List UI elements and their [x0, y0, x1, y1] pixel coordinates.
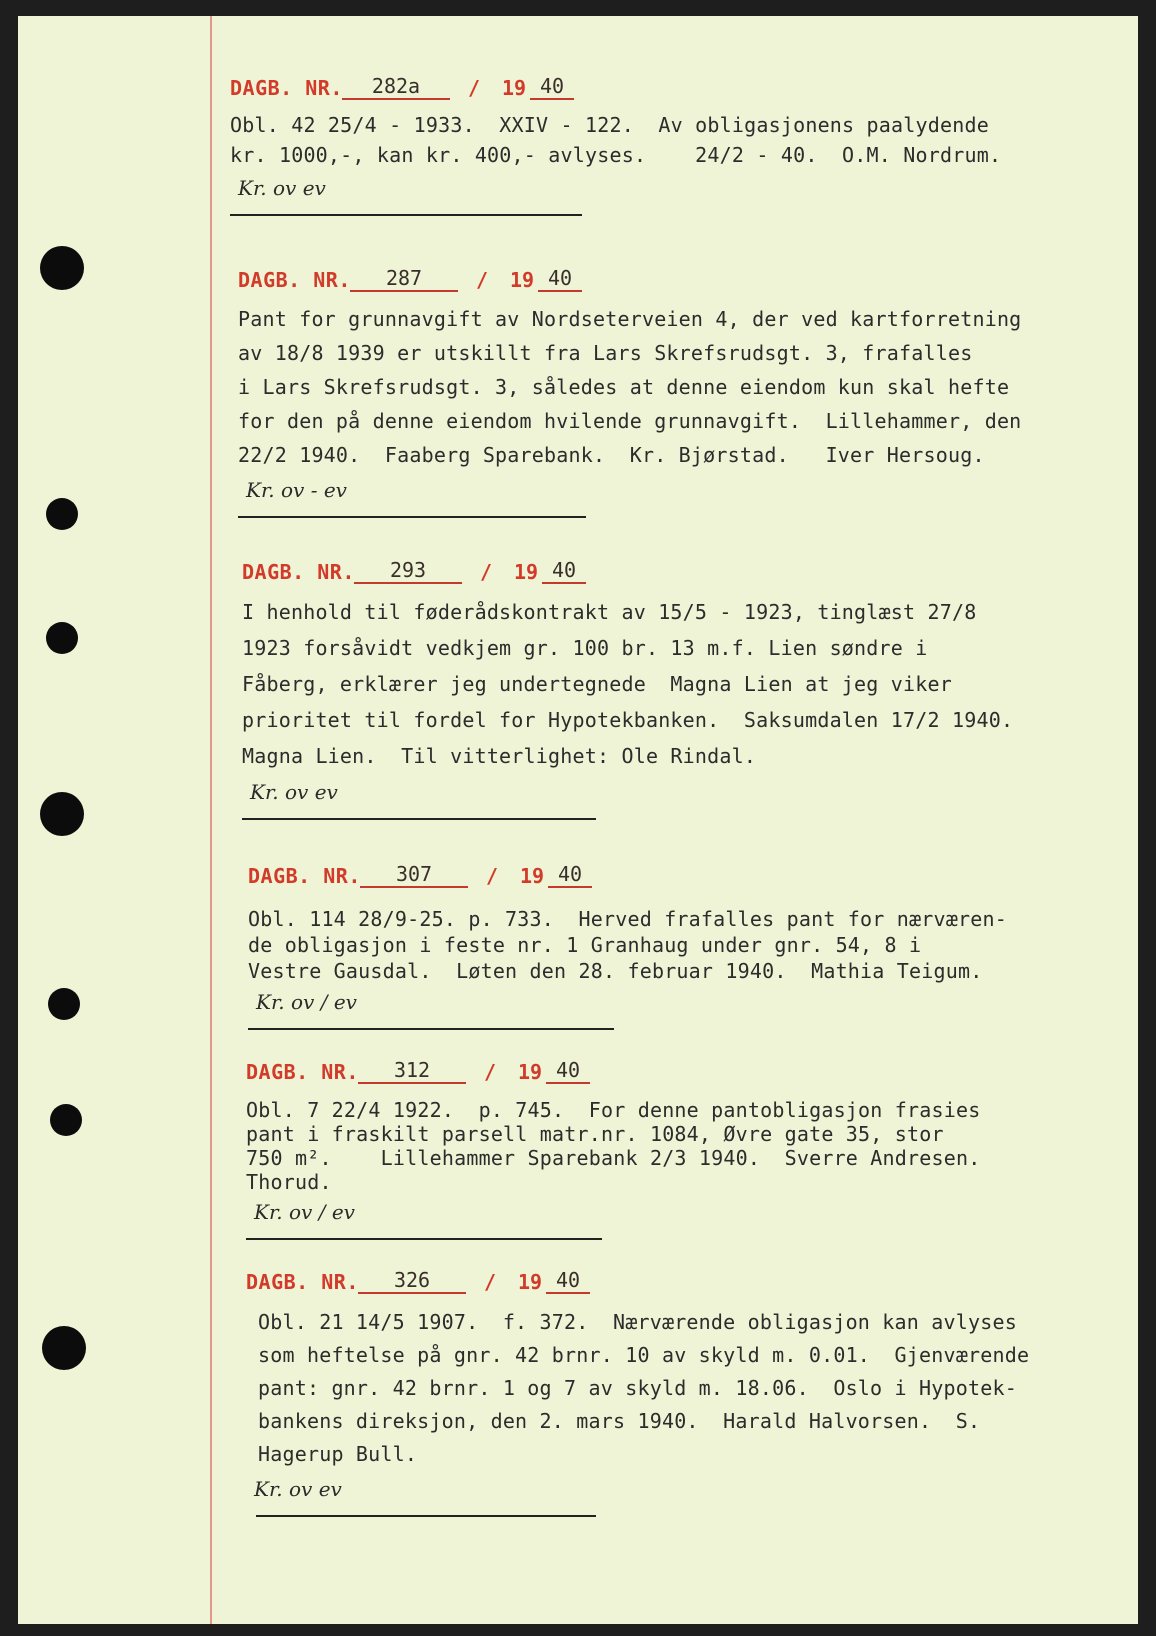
clerk-initials	[248, 984, 1128, 1028]
initials-text: Kr. ov ev	[250, 780, 338, 804]
year-value: 40	[530, 74, 574, 100]
year-prefix: 19	[518, 1060, 543, 1084]
entry-line: Thorud.	[246, 1170, 332, 1194]
entry-line: pant i fraskilt parsell matr.nr. 1084, Øvre gate 35, stor	[246, 1122, 944, 1146]
entry-number: 293	[354, 558, 462, 584]
entry-separator: /	[486, 864, 499, 888]
entry-line: Magna Lien. Til vitterlighet: Ole Rindal.	[242, 744, 757, 768]
entry-label: DAGB. NR.	[242, 560, 355, 584]
entry-divider	[256, 1515, 596, 1517]
year-value: 40	[546, 1268, 590, 1294]
entry-label: DAGB. NR.	[246, 1270, 359, 1294]
entry-label: DAGB. NR.	[248, 864, 361, 888]
punch-hole	[50, 1104, 82, 1136]
entry-header	[246, 1050, 1126, 1090]
entry-number: 307	[360, 862, 468, 888]
punch-hole	[46, 498, 78, 530]
entry-line: for den på denne eiendom hvilende grunnavgift. Lillehammer, den	[238, 409, 1022, 433]
entry-line: I henhold til føderådskontrakt av 15/5 - 1923, tinglæst 27/8	[242, 600, 977, 624]
entry-text	[246, 1098, 1126, 1194]
entry-separator: /	[468, 76, 481, 100]
entry-line: pant: gnr. 42 brnr. 1 og 7 av skyld m. 18.06. Oslo i Hypotek-	[258, 1376, 1017, 1400]
punch-hole	[40, 246, 84, 290]
entry-number: 326	[358, 1268, 466, 1294]
entry-text	[238, 302, 1118, 472]
year-value: 40	[548, 862, 592, 888]
entry-number: 312	[358, 1058, 466, 1084]
entry-text	[248, 906, 1128, 984]
entry-line: Pant for grunnavgift av Nordseterveien 4, der ved kartforretning	[238, 307, 1022, 331]
entry-number: 282a	[342, 74, 450, 100]
entry-header	[230, 66, 1110, 106]
entry-divider	[246, 1238, 602, 1240]
entry-line: 22/2 1940. Faaberg Sparebank. Kr. Bjørstad. Iver Hersoug.	[238, 443, 985, 467]
initials-text: Kr. ov - ev	[246, 478, 347, 502]
document-page	[18, 16, 1138, 1624]
entry-line: prioritet til fordel for Hypotekbanken. Saksumdalen 17/2 1940.	[242, 708, 1014, 732]
entry-label: DAGB. NR.	[246, 1060, 359, 1084]
journal-entry	[246, 1050, 1126, 1240]
initials-text: Kr. ov ev	[254, 1477, 342, 1501]
punch-hole	[40, 792, 84, 836]
entry-line: 1923 forsåvidt vedkjem gr. 100 br. 13 m.f. Lien søndre i	[242, 636, 928, 660]
clerk-initials	[246, 1194, 1126, 1238]
year-value: 40	[538, 266, 582, 292]
year-prefix: 19	[514, 560, 539, 584]
entry-line: bankens direksjon, den 2. mars 1940. Harald Halvorsen. S.	[258, 1409, 981, 1433]
clerk-initials	[246, 1471, 1126, 1515]
initials-text: Kr. ov ev	[238, 176, 326, 200]
entry-separator: /	[484, 1270, 497, 1294]
punch-hole	[48, 988, 80, 1020]
entry-line: Obl. 7 22/4 1922. p. 745. For denne pantobligasjon frasies	[246, 1098, 981, 1122]
entry-divider	[238, 516, 586, 518]
clerk-initials	[238, 472, 1118, 516]
journal-entry	[246, 1260, 1126, 1517]
year-prefix: 19	[510, 268, 535, 292]
initials-text: Kr. ov / ev	[256, 990, 357, 1014]
entry-line: Fåberg, erklærer jeg undertegnede Magna Lien at jeg viker	[242, 672, 952, 696]
entry-line: kr. 1000,-, kan kr. 400,- avlyses. 24/2 - 40. O.M. Nordrum.	[230, 143, 1002, 167]
entry-line: av 18/8 1939 er utskillt fra Lars Skrefsrudsgt. 3, frafalles	[238, 341, 973, 365]
entry-header	[246, 1260, 1126, 1300]
journal-entry	[242, 550, 1122, 820]
entry-line: Vestre Gausdal. Løten den 28. februar 1940. Mathia Teigum.	[248, 959, 983, 983]
entry-line: som heftelse på gnr. 42 brnr. 10 av skyld m. 0.01. Gjenværende	[258, 1343, 1030, 1367]
entry-line: Obl. 42 25/4 - 1933. XXIV - 122. Av obligasjonens paalydende	[230, 113, 989, 137]
year-prefix: 19	[518, 1270, 543, 1294]
entry-line: Obl. 21 14/5 1907. f. 372. Nærværende obligasjon kan avlyses	[258, 1310, 1017, 1334]
entry-text	[242, 594, 1122, 774]
year-value: 40	[542, 558, 586, 584]
clerk-initials	[242, 774, 1122, 818]
entry-number: 287	[350, 266, 458, 292]
entry-separator: /	[480, 560, 493, 584]
journal-entry	[248, 854, 1128, 1030]
entry-text	[246, 1306, 1126, 1471]
entry-divider	[248, 1028, 614, 1030]
entry-header	[248, 854, 1128, 894]
year-prefix: 19	[520, 864, 545, 888]
journal-entry	[230, 66, 1110, 216]
entry-separator: /	[484, 1060, 497, 1084]
entry-divider	[230, 214, 582, 216]
entry-divider	[242, 818, 596, 820]
initials-text: Kr. ov / ev	[254, 1200, 355, 1224]
entry-line: Hagerup Bull.	[258, 1442, 418, 1466]
punch-hole	[42, 1326, 86, 1370]
entry-label: DAGB. NR.	[238, 268, 351, 292]
entry-line: 750 m². Lillehammer Sparebank 2/3 1940. Sverre Andresen.	[246, 1146, 981, 1170]
entry-line: i Lars Skrefsrudsgt. 3, således at denne eiendom kun skal hefte	[238, 375, 1010, 399]
entry-text	[230, 110, 1110, 170]
entry-header	[242, 550, 1122, 590]
clerk-initials	[230, 170, 1110, 214]
journal-entry	[238, 258, 1118, 518]
entry-line: de obligasjon i feste nr. 1 Granhaug under gnr. 54, 8 i	[248, 933, 922, 957]
entry-label: DAGB. NR.	[230, 76, 343, 100]
margin-line	[210, 16, 212, 1624]
year-prefix: 19	[502, 76, 527, 100]
entry-separator: /	[476, 268, 489, 292]
punch-hole	[46, 622, 78, 654]
entry-header	[238, 258, 1118, 298]
entry-line: Obl. 114 28/9-25. p. 733. Herved frafalles pant for nærværen-	[248, 907, 1007, 931]
year-value: 40	[546, 1058, 590, 1084]
